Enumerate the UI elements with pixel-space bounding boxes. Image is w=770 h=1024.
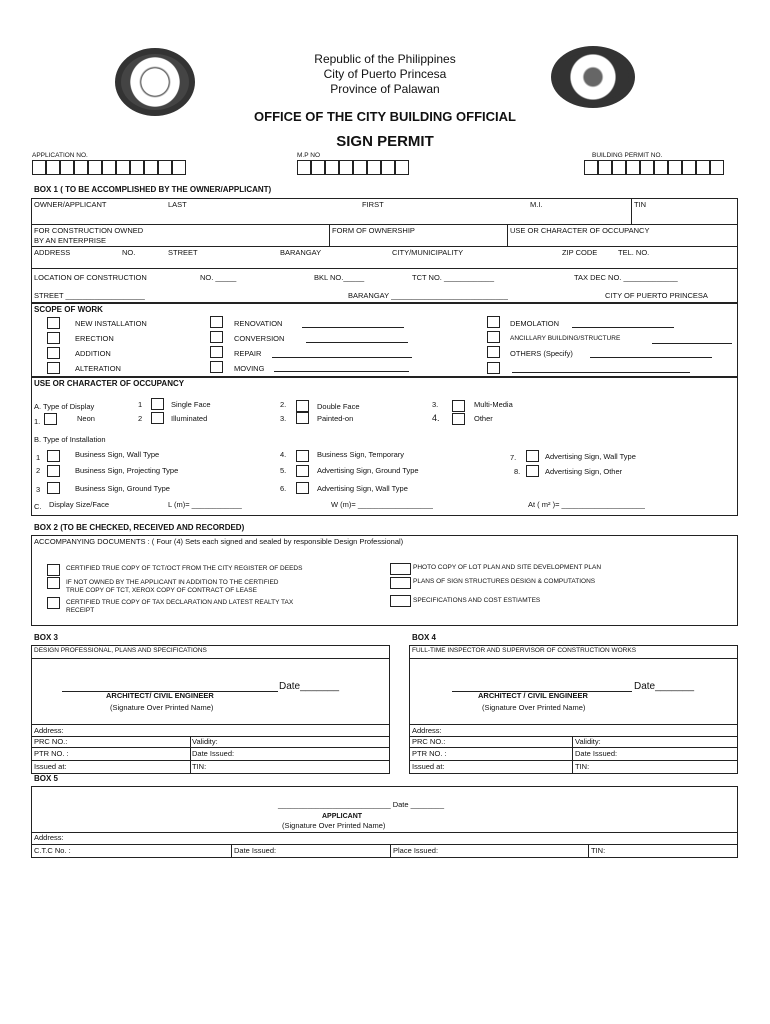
others-label: OTHERS (Specify) <box>510 349 573 358</box>
n2a: 2. <box>280 400 287 409</box>
construction-owned-label: FOR CONSTRUCTION OWNED <box>34 226 144 235</box>
i4: 4. <box>280 450 287 459</box>
as-other-label: Advertising Sign, Other <box>545 467 623 476</box>
building-official-seal-right <box>551 46 635 108</box>
others-line[interactable] <box>590 357 712 358</box>
box5-title: BOX 5 <box>34 774 59 783</box>
doc-lease-checkbox[interactable] <box>47 577 60 589</box>
doc-specs-label: SPECIFICATIONS AND COST ESTIAMTES <box>413 597 541 604</box>
barangay-label: BARANGAY <box>280 248 322 257</box>
doc-plans-checkbox[interactable] <box>390 577 411 589</box>
others2-line[interactable] <box>512 372 690 373</box>
tct-no-field[interactable]: TCT NO. ____________ <box>412 273 494 282</box>
renovation-label: RENOVATION <box>234 319 283 328</box>
doc-plans-label: PLANS OF SIGN STRUCTURES DESIGN & COMPUTATIONS <box>413 578 596 585</box>
city-label: CITY/MUNICIPALITY <box>392 248 464 257</box>
addition-checkbox[interactable] <box>47 347 60 359</box>
single-face-label: Single Face <box>171 400 211 409</box>
box4-sig: (Signature Over Printed Name) <box>482 703 586 712</box>
box3-sub: DESIGN PROFESSIONAL, PLANS AND SPECIFICATIONS <box>34 647 207 654</box>
bs-ground-label: Business Sign, Ground Type <box>75 484 170 493</box>
page-title: SIGN PERMIT <box>336 133 434 150</box>
building-permit-no-label: BUILDING PERMIT NO. <box>592 152 663 159</box>
box4-issued-at[interactable]: Issued at: <box>412 762 445 771</box>
erection-label: ERECTION <box>75 334 114 343</box>
box3-validity[interactable]: Validity: <box>192 737 218 746</box>
moving-checkbox[interactable] <box>210 361 223 373</box>
single-face-checkbox[interactable] <box>151 398 164 410</box>
mi-label: M.I. <box>530 200 543 209</box>
box3-issued-at[interactable]: Issued at: <box>34 762 67 771</box>
moving-line[interactable] <box>274 371 409 372</box>
box4-tin[interactable]: TIN: <box>575 762 590 771</box>
demolition-label: DEMOLATION <box>510 319 560 328</box>
new-installation-label: NEW INSTALLATION <box>75 319 147 328</box>
doc-lease-label-b: TRUE COPY OF TCT, XEROX COPY OF CONTRACT OF LEASE <box>66 587 257 594</box>
box5-place[interactable]: Place Issued: <box>393 846 439 855</box>
repair-checkbox[interactable] <box>210 346 223 358</box>
bs-wall-label: Business Sign, Wall Type <box>75 450 160 459</box>
mp-no-label: M.P NO <box>297 152 320 159</box>
header-line2: City of Puerto Princesa <box>323 67 447 81</box>
scope-frame <box>31 303 738 377</box>
conversion-checkbox[interactable] <box>210 331 223 343</box>
neon-checkbox[interactable] <box>44 413 57 425</box>
box3-sig: (Signature Over Printed Name) <box>110 703 214 712</box>
address-label: ADDRESS <box>34 248 71 257</box>
zip-label: ZIP CODE <box>562 248 598 257</box>
as-wall2-label: Advertising Sign, Wall Type <box>545 452 636 461</box>
others2-checkbox[interactable] <box>487 362 500 374</box>
area-field[interactable]: At ( m² )= ____________________ <box>528 500 645 509</box>
doc-taxdec-checkbox[interactable] <box>47 597 60 609</box>
doc-lease-label-a: IF NOT OWNED BY THE APPLICANT IN ADDITION TO THE CERTIFIED <box>66 579 279 586</box>
n4a: 4. <box>432 413 440 423</box>
conversion-line[interactable] <box>306 342 408 343</box>
doc-specs-checkbox[interactable] <box>390 595 411 607</box>
repair-label: REPAIR <box>234 349 262 358</box>
i3: 3 <box>36 485 41 494</box>
illuminated-label: Illuminated <box>171 414 208 423</box>
painted-on-checkbox[interactable] <box>296 412 309 424</box>
tel-label: TEL. NO. <box>618 248 650 257</box>
n1b: 1. <box>34 417 41 426</box>
box3-ptr[interactable]: PTR NO. : <box>34 749 69 758</box>
box5-sigline[interactable]: ___________________________ Date ________ <box>278 800 444 809</box>
occupancy-title: USE OR CHARACTER OF OCCUPANCY <box>34 379 185 388</box>
width-field[interactable]: W (m)= __________________ <box>331 500 433 509</box>
double-face-label: Double Face <box>317 402 360 411</box>
doc-taxdec-label-b: RECEIPT <box>66 607 95 614</box>
others-checkbox[interactable] <box>487 346 500 358</box>
i6: 6. <box>280 484 287 493</box>
box4-address[interactable]: Address: <box>412 726 442 735</box>
city-seal-left <box>115 48 195 116</box>
length-field[interactable]: L (m)= ____________ <box>168 500 242 509</box>
painted-on-label: Painted-on <box>317 414 354 423</box>
as-wall-checkbox[interactable] <box>296 482 309 494</box>
form-ownership-label: FORM OF OWNERSHIP <box>332 226 415 235</box>
i7: 7. <box>510 453 517 462</box>
blk-no-field[interactable]: BKL NO._____ <box>314 273 365 282</box>
application-no-label: APPLICATION NO. <box>32 152 88 159</box>
n1: 1 <box>138 400 143 409</box>
conversion-label: CONVERSION <box>234 334 285 343</box>
box3-role: ARCHITECT/ CIVIL ENGINEER <box>106 691 214 700</box>
doc-lotplan-label: PHOTO COPY OF LOT PLAN AND SITE DEVELOPMENT PLAN <box>413 564 602 571</box>
illuminated-checkbox[interactable] <box>151 412 164 424</box>
other-label: Other <box>474 414 493 423</box>
c-label: C. <box>34 502 42 511</box>
bs-wall-checkbox[interactable] <box>47 450 60 462</box>
as-ground-label: Advertising Sign, Ground Type <box>317 466 419 475</box>
last-label: LAST <box>168 200 187 209</box>
repair-line[interactable] <box>272 357 412 358</box>
office-title: OFFICE OF THE CITY BUILDING OFFICIAL <box>254 109 516 124</box>
neon-label: Neon <box>77 414 95 423</box>
box3-address[interactable]: Address: <box>34 726 64 735</box>
location-label: LOCATION OF CONSTRUCTION <box>34 273 147 282</box>
header-line1: Republic of the Philippines <box>314 52 456 66</box>
ancillary-checkbox[interactable] <box>487 331 500 343</box>
bs-proj-label: Business Sign, Projecting Type <box>75 466 179 475</box>
erection-checkbox[interactable] <box>47 332 60 344</box>
n3b: 3. <box>432 400 439 409</box>
use-character-label: USE OR CHARACTER OF OCCUPANCY <box>510 226 650 235</box>
as-wall2-checkbox[interactable] <box>526 450 539 462</box>
box5-ctc[interactable]: C.T.C No. : <box>34 846 71 855</box>
bs-temp-label: Business Sign, Temporary <box>317 450 404 459</box>
i5: 5. <box>280 466 287 475</box>
doc-tct-label: CERTIFIED TRUE COPY OF TCT/OCT FROM THE CITY REGISTER OF DEEDS <box>66 565 303 572</box>
box5-sig: (Signature Over Printed Name) <box>282 821 386 830</box>
ancillary-line[interactable] <box>652 343 732 344</box>
type-install-label: B. Type of Installation <box>34 435 106 444</box>
tax-dec-field[interactable]: TAX DEC NO. _____________ <box>574 273 678 282</box>
alteration-checkbox[interactable] <box>47 362 60 374</box>
bs-ground-checkbox[interactable] <box>47 482 60 494</box>
box5-role: APPLICANT <box>322 813 363 820</box>
doc-taxdec-label-a: CERTIFIED TRUE COPY OF TAX DECLARATION AND LATEST REALTY TAX <box>66 599 294 606</box>
demolition-line[interactable] <box>572 327 674 328</box>
street-label: STREET <box>168 248 198 257</box>
double-face-checkbox[interactable] <box>296 400 309 412</box>
i1: 1 <box>36 453 41 462</box>
box1-title: BOX 1 ( TO BE ACCOMPLISHED BY THE OWNER/APPLICANT) <box>34 185 272 194</box>
display-size-label: Display Size/Face <box>49 500 110 509</box>
box5-tin[interactable]: TIN: <box>591 846 606 855</box>
first-label: FIRST <box>362 200 384 209</box>
tin-label: TIN <box>634 200 647 209</box>
box2-title: BOX 2 (TO BE CHECKED, RECEIVED AND RECORDED) <box>34 523 245 532</box>
box4-title: BOX 4 <box>412 633 437 642</box>
renovation-checkbox[interactable] <box>210 316 223 328</box>
box4-sub: FULL-TIME INSPECTOR AND SUPERVISOR OF CONSTRUCTION WORKS <box>412 647 637 654</box>
n2: 2 <box>138 414 143 423</box>
box5-address[interactable]: Address: <box>34 833 64 842</box>
owner-label: OWNER/APPLICANT <box>34 200 107 209</box>
box3-tin[interactable]: TIN: <box>192 762 207 771</box>
doc-tct-checkbox[interactable] <box>47 564 60 576</box>
demolition-checkbox[interactable] <box>487 316 500 328</box>
box4-role: ARCHITECT / CIVIL ENGINEER <box>478 691 588 700</box>
box4-prc[interactable]: PRC NO.: <box>412 737 446 746</box>
multi-media-checkbox[interactable] <box>452 400 465 412</box>
box4-date[interactable]: Date_______ <box>634 681 695 692</box>
loc-no-field[interactable]: NO. _____ <box>200 273 237 282</box>
scope-title: SCOPE OF WORK <box>34 305 103 314</box>
box3-date[interactable]: Date_______ <box>279 681 340 692</box>
doc-lotplan-checkbox[interactable] <box>390 563 411 575</box>
new-installation-checkbox[interactable] <box>47 317 60 329</box>
owner-name-field[interactable] <box>34 210 629 222</box>
header-line3: Province of Palawan <box>330 82 440 96</box>
i8: 8. <box>514 467 521 476</box>
as-ground-checkbox[interactable] <box>296 465 309 477</box>
city-pp-label: CITY OF PUERTO PRINCESA <box>605 291 708 300</box>
box4-ptr[interactable]: PTR NO. : <box>412 749 447 758</box>
as-other-checkbox[interactable] <box>526 465 539 477</box>
i2: 2 <box>36 466 41 475</box>
box4-date-issued[interactable]: Date Issued: <box>575 749 618 758</box>
occupancy-frame <box>31 377 738 516</box>
ancillary-label: ANCILLARY BUILDING/STRUCTURE <box>510 335 621 342</box>
by-enterprise-label: BY AN ENTERPRISE <box>34 236 106 245</box>
type-display-label: A. Type of Display <box>34 402 95 411</box>
renovation-line[interactable] <box>302 327 404 328</box>
no-label: NO. <box>122 248 136 257</box>
street2-field[interactable]: STREET ___________________ <box>34 291 145 300</box>
box3-date-issued[interactable]: Date Issued: <box>192 749 235 758</box>
n3a: 3. <box>280 414 287 423</box>
box3-title: BOX 3 <box>34 633 59 642</box>
multi-media-label: Multi-Media <box>474 400 513 409</box>
barangay2-field[interactable]: BARANGAY ____________________________ <box>348 291 508 300</box>
box2-docs-label: ACCOMPANYING DOCUMENTS : ( Four (4) Sets each signed and sealed by responsible Design Professional) <box>34 537 404 546</box>
box4-validity[interactable]: Validity: <box>575 737 601 746</box>
bs-proj-checkbox[interactable] <box>47 465 60 477</box>
box5-date-issued[interactable]: Date Issued: <box>234 846 277 855</box>
box3-prc[interactable]: PRC NO.: <box>34 737 68 746</box>
alteration-label: ALTERATION <box>75 364 121 373</box>
other-checkbox[interactable] <box>452 413 465 425</box>
bs-temp-checkbox[interactable] <box>296 450 309 462</box>
as-wall-label: Advertising Sign, Wall Type <box>317 484 408 493</box>
moving-label: MOVING <box>234 364 265 373</box>
addition-label: ADDITION <box>75 349 111 358</box>
